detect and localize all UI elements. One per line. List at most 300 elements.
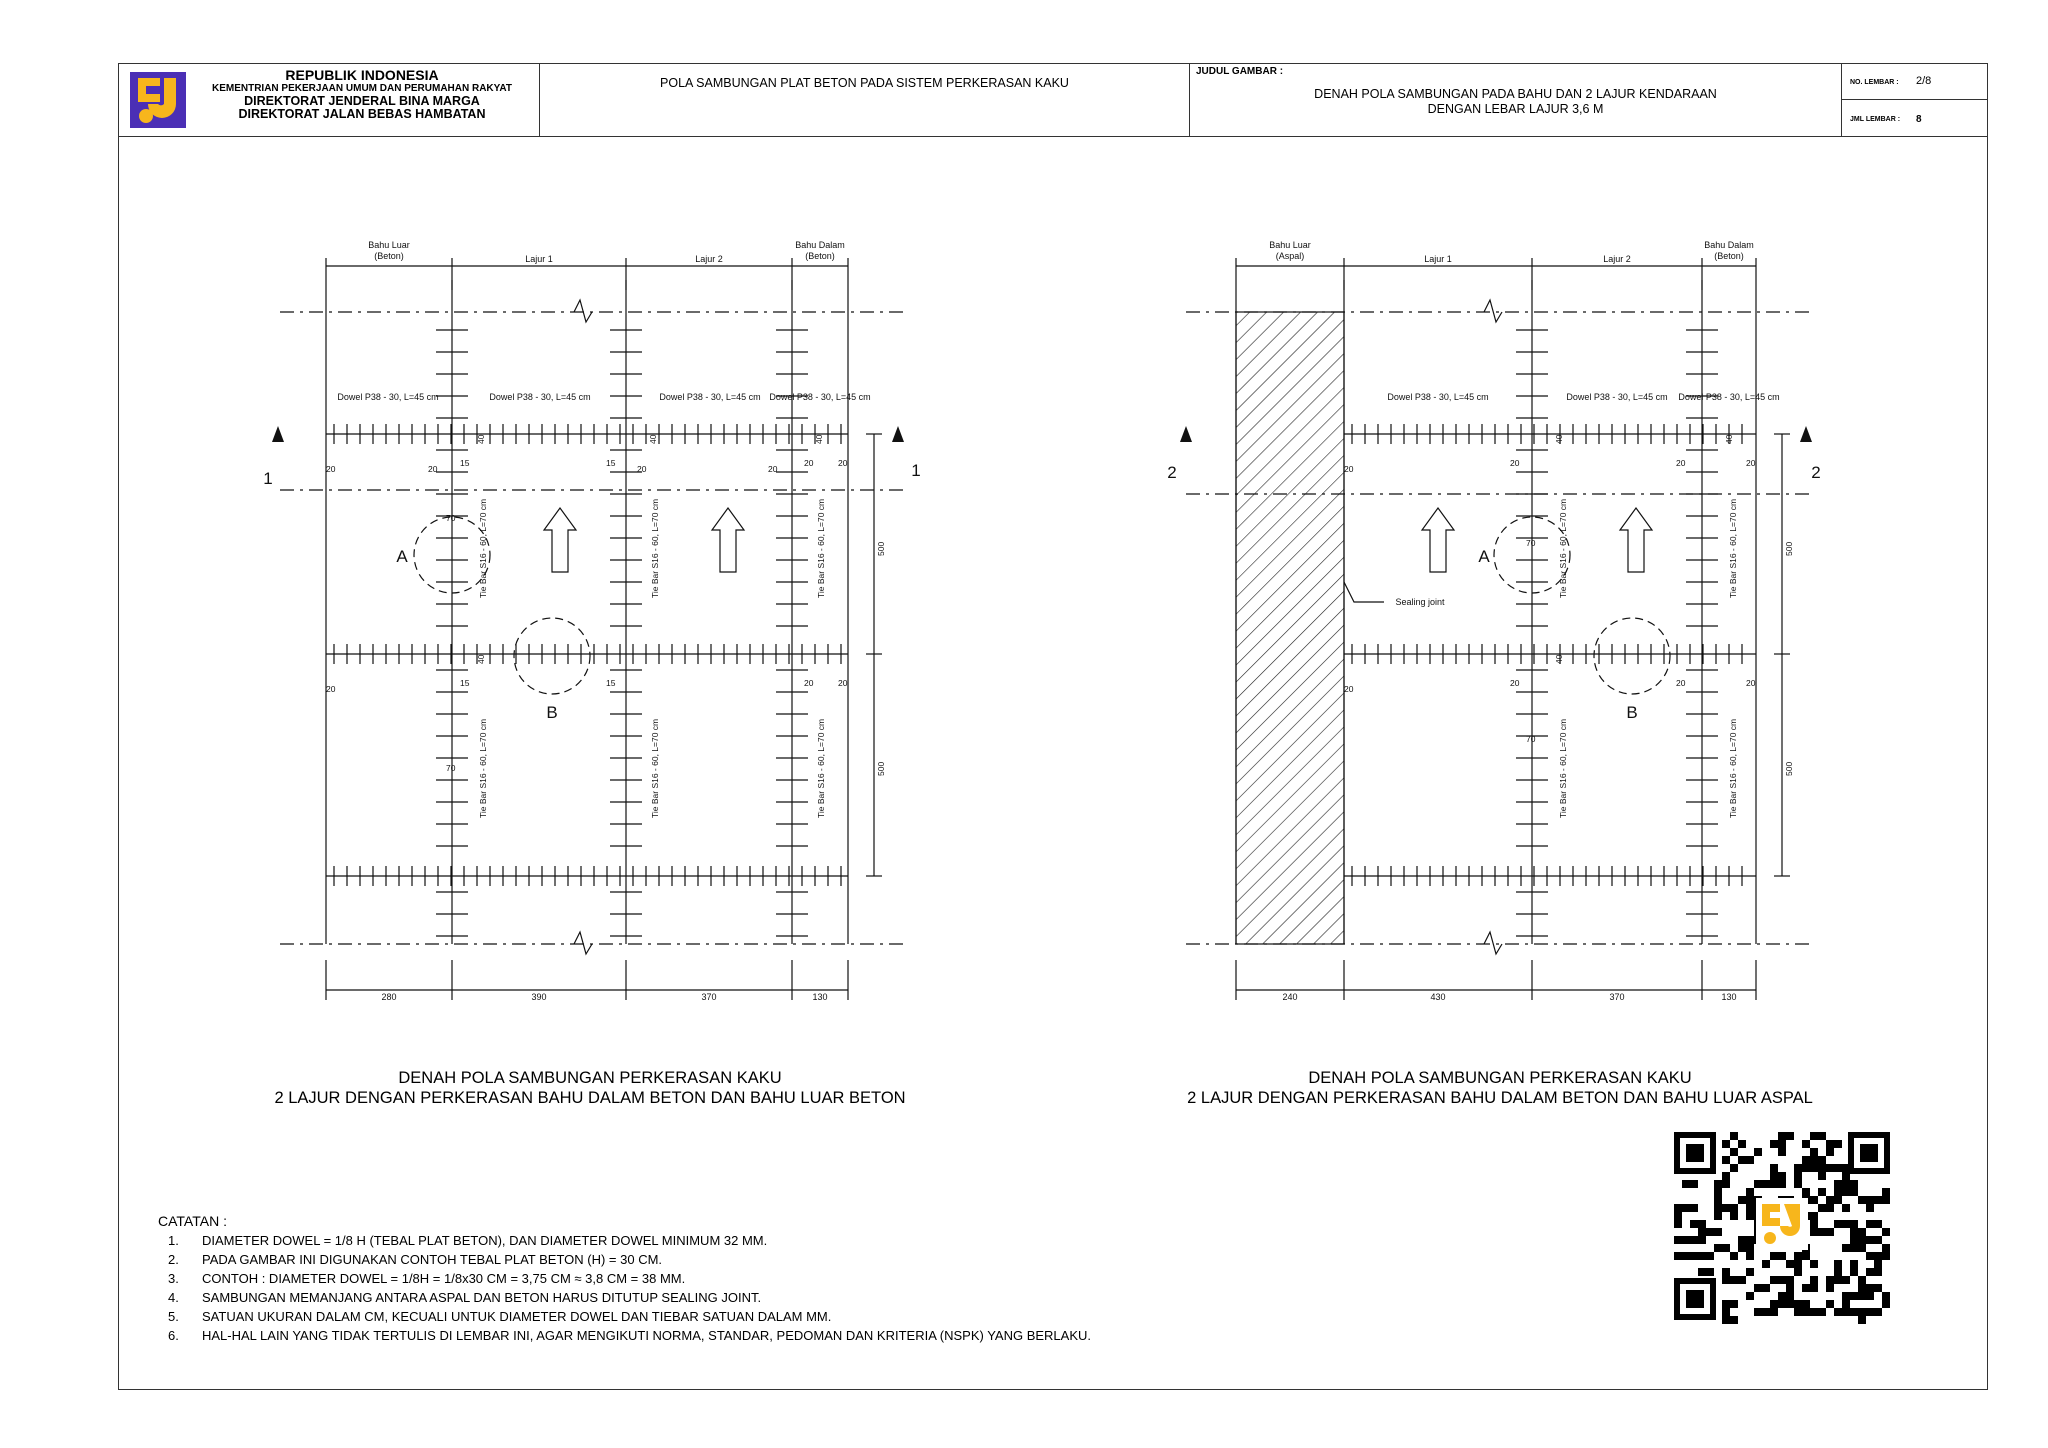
qr-module bbox=[1746, 1204, 1754, 1212]
qr-module bbox=[1786, 1300, 1794, 1308]
qr-module bbox=[1786, 1284, 1794, 1292]
qr-module bbox=[1690, 1180, 1698, 1188]
qr-module bbox=[1770, 1308, 1778, 1316]
qr-module bbox=[1690, 1236, 1698, 1244]
dowel-label: Dowel P38 - 30, L=45 cm bbox=[489, 392, 591, 402]
qr-module bbox=[1794, 1180, 1802, 1188]
qr-module bbox=[1818, 1164, 1826, 1172]
qr-module bbox=[1778, 1172, 1786, 1180]
qr-module bbox=[1698, 1220, 1706, 1228]
qr-module bbox=[1858, 1284, 1866, 1292]
dim-40: 40 bbox=[1554, 654, 1564, 664]
qr-module bbox=[1674, 1168, 1716, 1174]
qr-module bbox=[1698, 1252, 1706, 1260]
qr-module bbox=[1818, 1204, 1826, 1212]
note-item: 3. CONTOH : DIAMETER DOWEL = 1/8H = 1/8x30 CM = 3,75 CM ≈ 3,8 CM = 38 MM. bbox=[168, 1271, 686, 1286]
caption-left-line-2: 2 LAJUR DENGAN PERKERASAN BAHU DALAM BETON DAN BAHU LUAR BETON bbox=[274, 1089, 906, 1107]
qr-module bbox=[1818, 1308, 1826, 1316]
qr-module bbox=[1834, 1196, 1842, 1204]
sealing-joint-label: Sealing joint bbox=[1395, 597, 1445, 607]
org-line-directorate-general: DIREKTORAT JENDERAL BINA MARGA bbox=[244, 94, 480, 108]
dim-20: 20 bbox=[838, 458, 848, 468]
qr-module bbox=[1714, 1212, 1722, 1220]
caption-right-line-1: DENAH POLA SAMBUNGAN PERKERASAN KAKU bbox=[1308, 1069, 1692, 1087]
qr-module bbox=[1866, 1284, 1874, 1292]
dim-15: 15 bbox=[460, 678, 470, 688]
caption-right bbox=[1110, 1068, 1890, 1108]
qr-module bbox=[1746, 1244, 1754, 1252]
qr-module bbox=[1706, 1228, 1714, 1236]
dim-40: 40 bbox=[476, 654, 486, 664]
qr-module bbox=[1810, 1148, 1818, 1156]
qr-module bbox=[1834, 1260, 1842, 1268]
qr-module bbox=[1674, 1252, 1682, 1260]
qr-module bbox=[1810, 1220, 1818, 1228]
width-lajur-1: 430 bbox=[1430, 992, 1446, 1002]
qr-module bbox=[1794, 1268, 1802, 1276]
qr-module bbox=[1738, 1156, 1746, 1164]
qr-module bbox=[1770, 1172, 1778, 1180]
qr-module bbox=[1810, 1164, 1818, 1172]
note-item: 1. DIAMETER DOWEL = 1/8 H (TEBAL PLAT BETON), DAN DIAMETER DOWEL MINIMUM 32 MM. bbox=[168, 1233, 768, 1248]
tie-bar-label: Tie Bar S16 - 60, L=70 cm bbox=[1558, 498, 1568, 598]
qr-module bbox=[1706, 1268, 1714, 1276]
dim-20: 20 bbox=[428, 464, 438, 474]
qr-module bbox=[1850, 1268, 1858, 1276]
qr-module bbox=[1778, 1276, 1786, 1284]
header-bahu-luar: Bahu Luar bbox=[1269, 240, 1311, 250]
judul-label: JUDUL GAMBAR : bbox=[1196, 66, 1284, 77]
qr-module bbox=[1730, 1132, 1738, 1140]
header-lajur-1: Lajur 1 bbox=[1424, 254, 1452, 264]
qr-module bbox=[1834, 1164, 1842, 1172]
qr-module bbox=[1778, 1252, 1786, 1260]
dim-20: 20 bbox=[1344, 684, 1354, 694]
qr-module bbox=[1882, 1244, 1890, 1252]
width-bahu-dalam: 130 bbox=[812, 992, 828, 1002]
qr-module bbox=[1778, 1300, 1786, 1308]
dim-20: 20 bbox=[1510, 678, 1520, 688]
qr-module bbox=[1858, 1244, 1866, 1252]
qr-module bbox=[1738, 1196, 1746, 1204]
dim-20: 20 bbox=[1746, 678, 1756, 688]
notes-title: CATATAN : bbox=[158, 1213, 227, 1229]
qr-module bbox=[1882, 1292, 1890, 1300]
qr-module bbox=[1738, 1244, 1746, 1252]
dowel-label: Dowel P38 - 30, L=45 cm bbox=[1387, 392, 1489, 402]
qr-module bbox=[1850, 1228, 1858, 1236]
qr-module bbox=[1754, 1308, 1762, 1316]
dim-70: 70 bbox=[446, 513, 456, 523]
qr-module bbox=[1850, 1220, 1858, 1228]
qr-module bbox=[1686, 1290, 1704, 1308]
section-arrow-right bbox=[1800, 426, 1812, 442]
dim-20: 20 bbox=[326, 464, 336, 474]
note-item: 5. SATUAN UKURAN DALAM CM, KECUALI UNTUK DIAMETER DOWEL DAN TIEBAR SATUAN DALAM MM. bbox=[168, 1309, 832, 1324]
notes-list bbox=[158, 1231, 1182, 1345]
qr-module bbox=[1842, 1276, 1850, 1284]
qr-module bbox=[1786, 1260, 1794, 1268]
dim-20: 20 bbox=[1746, 458, 1756, 468]
tie-bar-label: Tie Bar S16 - 60, L=70 cm bbox=[816, 718, 826, 818]
qr-module bbox=[1810, 1196, 1818, 1204]
qr-module bbox=[1786, 1132, 1794, 1140]
dim-20: 20 bbox=[1676, 458, 1686, 468]
qr-module bbox=[1794, 1172, 1802, 1180]
qr-module bbox=[1714, 1180, 1722, 1188]
sheet-number-label: NO. LEMBAR : bbox=[1850, 79, 1899, 86]
drawing-title-line-2: DENGAN LEBAR LAJUR 3,6 M bbox=[1427, 102, 1604, 116]
qr-module bbox=[1682, 1204, 1690, 1212]
qr-module bbox=[1710, 1278, 1716, 1320]
dowel-label: Dowel P38 - 30, L=45 cm bbox=[337, 392, 439, 402]
tie-bar-label: Tie Bar S16 - 60, L=70 cm bbox=[816, 498, 826, 598]
qr-module bbox=[1754, 1284, 1762, 1292]
qr-module bbox=[1858, 1228, 1866, 1236]
qr-code-icon bbox=[1672, 1128, 1892, 1324]
qr-module bbox=[1850, 1244, 1858, 1252]
qr-module bbox=[1874, 1260, 1882, 1268]
qr-module bbox=[1866, 1196, 1874, 1204]
qr-module bbox=[1850, 1260, 1858, 1268]
qr-module bbox=[1842, 1180, 1850, 1188]
qr-module bbox=[1714, 1204, 1722, 1212]
qr-module bbox=[1874, 1196, 1882, 1204]
qr-module bbox=[1746, 1212, 1754, 1220]
qr-module bbox=[1770, 1300, 1778, 1308]
tie-bar-label: Tie Bar S16 - 60, L=70 cm bbox=[478, 498, 488, 598]
header-bahu-dalam: Bahu Dalam bbox=[1704, 240, 1754, 250]
qr-module bbox=[1682, 1252, 1690, 1260]
qr-module bbox=[1730, 1316, 1738, 1324]
qr-module bbox=[1722, 1276, 1730, 1284]
qr-module bbox=[1730, 1164, 1738, 1172]
width-bahu-luar: 240 bbox=[1282, 992, 1298, 1002]
qr-module bbox=[1722, 1244, 1730, 1252]
qr-module bbox=[1674, 1220, 1682, 1228]
dim-15: 15 bbox=[606, 678, 616, 688]
qr-module bbox=[1818, 1188, 1826, 1196]
qr-module bbox=[1686, 1144, 1704, 1162]
qr-module bbox=[1674, 1204, 1682, 1212]
width-bahu-dalam: 130 bbox=[1721, 992, 1737, 1002]
header-lajur-2: Lajur 2 bbox=[695, 254, 723, 264]
qr-module bbox=[1858, 1276, 1866, 1284]
qr-module bbox=[1714, 1244, 1722, 1252]
dim-70: 70 bbox=[446, 763, 456, 773]
qr-module bbox=[1746, 1156, 1754, 1164]
qr-module bbox=[1850, 1188, 1858, 1196]
qr-module bbox=[1826, 1196, 1834, 1204]
header-lajur-2: Lajur 2 bbox=[1603, 254, 1631, 264]
qr-module bbox=[1826, 1228, 1834, 1236]
dowel-label: Dowel P38 - 30, L=45 cm bbox=[769, 392, 871, 402]
qr-module bbox=[1842, 1300, 1850, 1308]
qr-module bbox=[1882, 1252, 1890, 1260]
qr-module bbox=[1746, 1196, 1754, 1204]
qr-module bbox=[1714, 1188, 1722, 1196]
org-line-republic: REPUBLIK INDONESIA bbox=[285, 67, 439, 83]
qr-module bbox=[1802, 1284, 1810, 1292]
header-bahu-luar-type: (Beton) bbox=[374, 251, 404, 261]
qr-module bbox=[1810, 1284, 1818, 1292]
qr-module bbox=[1874, 1308, 1882, 1316]
tie-bar-label: Tie Bar S16 - 60, L=70 cm bbox=[1728, 498, 1738, 598]
qr-module bbox=[1866, 1220, 1874, 1228]
qr-module bbox=[1810, 1260, 1818, 1268]
dim-40: 40 bbox=[648, 434, 658, 444]
qr-module bbox=[1762, 1308, 1770, 1316]
qr-module bbox=[1722, 1316, 1730, 1324]
notes bbox=[158, 1212, 1182, 1345]
qr-module bbox=[1722, 1172, 1730, 1180]
asphalt-shoulder bbox=[1236, 312, 1344, 944]
qr-module bbox=[1874, 1284, 1882, 1292]
qr-module bbox=[1842, 1204, 1850, 1212]
section-arrow-left bbox=[272, 426, 284, 442]
qr-module bbox=[1722, 1180, 1730, 1188]
qr-module bbox=[1762, 1260, 1770, 1268]
qr-module bbox=[1842, 1172, 1850, 1180]
qr-module bbox=[1826, 1164, 1834, 1172]
qr-module bbox=[1722, 1268, 1730, 1276]
dim-15: 15 bbox=[606, 458, 616, 468]
qr-module bbox=[1746, 1268, 1754, 1276]
qr-module bbox=[1770, 1140, 1778, 1148]
dim-70: 70 bbox=[1526, 734, 1536, 744]
header-lajur-1: Lajur 1 bbox=[525, 254, 553, 264]
qr-module bbox=[1770, 1252, 1778, 1260]
section-arrow-right bbox=[892, 426, 904, 442]
qr-module bbox=[1834, 1268, 1842, 1276]
section-mark-right: 1 bbox=[911, 461, 921, 480]
qr-module bbox=[1794, 1260, 1802, 1268]
qr-module bbox=[1746, 1292, 1754, 1300]
header-bahu-dalam: Bahu Dalam bbox=[795, 240, 845, 250]
qr-module bbox=[1818, 1132, 1826, 1140]
tie-bar-label: Tie Bar S16 - 60, L=70 cm bbox=[478, 718, 488, 818]
header-bahu-luar-type: (Aspal) bbox=[1275, 251, 1305, 261]
qr-module bbox=[1778, 1292, 1786, 1300]
qr-module bbox=[1674, 1278, 1716, 1284]
qr-module bbox=[1874, 1220, 1882, 1228]
qr-module bbox=[1866, 1252, 1874, 1260]
tie-bar-label: Tie Bar S16 - 60, L=70 cm bbox=[1728, 718, 1738, 818]
qr-module bbox=[1874, 1268, 1882, 1276]
dowel-label: Dowel P38 - 30, L=45 cm bbox=[1678, 392, 1780, 402]
qr-module bbox=[1850, 1292, 1858, 1300]
sheet-total-label: JML LEMBAR : bbox=[1850, 116, 1901, 123]
project-title: POLA SAMBUNGAN PLAT BETON PADA SISTEM PERKERASAN KAKU bbox=[660, 76, 1069, 90]
note-item: 4. SAMBUNGAN MEMANJANG ANTARA ASPAL DAN BETON HARUS DITUTUP SEALING JOINT. bbox=[168, 1290, 762, 1305]
qr-module bbox=[1698, 1228, 1706, 1236]
qr-module bbox=[1674, 1132, 1716, 1138]
qr-module bbox=[1674, 1314, 1716, 1320]
dim-40: 40 bbox=[814, 434, 824, 444]
dim-20: 20 bbox=[768, 464, 778, 474]
dim-20: 20 bbox=[1510, 458, 1520, 468]
sheet-number-value: 2/8 bbox=[1916, 75, 1932, 87]
slab-length-2: 500 bbox=[876, 761, 886, 776]
dim-40: 40 bbox=[1724, 434, 1734, 444]
qr-module bbox=[1802, 1300, 1810, 1308]
qr-module bbox=[1858, 1236, 1866, 1244]
qr-module bbox=[1690, 1204, 1698, 1212]
detail-b-label: B bbox=[1626, 703, 1638, 722]
header-bahu-dalam-type: (Beton) bbox=[1714, 251, 1744, 261]
qr-module bbox=[1842, 1188, 1850, 1196]
dim-20: 20 bbox=[838, 678, 848, 688]
qr-module bbox=[1818, 1172, 1826, 1180]
qr-module bbox=[1698, 1268, 1706, 1276]
qr-module bbox=[1738, 1140, 1746, 1148]
qr-module bbox=[1746, 1188, 1754, 1196]
qr-module bbox=[1826, 1140, 1834, 1148]
qr-module bbox=[1730, 1276, 1738, 1284]
header-bahu-dalam-type: (Beton) bbox=[805, 251, 835, 261]
qr-module bbox=[1834, 1276, 1842, 1284]
detail-b-label: B bbox=[546, 703, 558, 722]
qr-module bbox=[1714, 1228, 1722, 1236]
tie-bar-label: Tie Bar S16 - 60, L=70 cm bbox=[650, 718, 660, 818]
qr-module bbox=[1674, 1278, 1680, 1320]
qr-module bbox=[1866, 1292, 1874, 1300]
qr-module bbox=[1834, 1308, 1842, 1316]
qr-module bbox=[1848, 1132, 1890, 1138]
qr-module bbox=[1842, 1244, 1850, 1252]
dim-20: 20 bbox=[1344, 464, 1354, 474]
qr-module bbox=[1730, 1204, 1738, 1212]
qr-module bbox=[1826, 1284, 1834, 1292]
qr-module bbox=[1826, 1148, 1834, 1156]
qr-module bbox=[1810, 1132, 1818, 1140]
qr-module bbox=[1850, 1308, 1858, 1316]
caption-right-line-2: 2 LAJUR DENGAN PERKERASAN BAHU DALAM BETON DAN BAHU LUAR ASPAL bbox=[1187, 1089, 1813, 1107]
qr-module bbox=[1674, 1132, 1680, 1174]
qr-module bbox=[1858, 1292, 1866, 1300]
qr-module bbox=[1722, 1156, 1730, 1164]
qr-module bbox=[1802, 1156, 1810, 1164]
qr-module bbox=[1794, 1164, 1802, 1172]
qr-module bbox=[1778, 1180, 1786, 1188]
dim-40: 40 bbox=[476, 434, 486, 444]
qr-module bbox=[1770, 1276, 1778, 1284]
dowel-label: Dowel P38 - 30, L=45 cm bbox=[1566, 392, 1668, 402]
qr-module bbox=[1850, 1236, 1858, 1244]
qr-module bbox=[1826, 1204, 1834, 1212]
section-mark-right: 2 bbox=[1811, 463, 1821, 482]
qr-module bbox=[1746, 1252, 1754, 1260]
qr-module bbox=[1866, 1308, 1874, 1316]
qr-module bbox=[1754, 1180, 1762, 1188]
qr-module bbox=[1842, 1220, 1850, 1228]
width-lajur-2: 370 bbox=[701, 992, 717, 1002]
dim-70: 70 bbox=[1526, 538, 1536, 548]
qr-module bbox=[1842, 1308, 1850, 1316]
qr-module bbox=[1834, 1188, 1842, 1196]
header-bahu-luar: Bahu Luar bbox=[368, 240, 410, 250]
qr-module bbox=[1794, 1252, 1802, 1260]
qr-module bbox=[1778, 1132, 1786, 1140]
qr-module bbox=[1786, 1292, 1794, 1300]
qr-module bbox=[1710, 1132, 1716, 1174]
qr-module bbox=[1698, 1236, 1706, 1244]
qr-module bbox=[1770, 1164, 1778, 1172]
section-arrow-left bbox=[1180, 426, 1192, 442]
slab-length-1: 500 bbox=[876, 541, 886, 556]
dim-20: 20 bbox=[1676, 678, 1686, 688]
qr-module bbox=[1786, 1276, 1794, 1284]
qr-module bbox=[1794, 1308, 1802, 1316]
detail-a-label: A bbox=[396, 547, 408, 566]
qr-module bbox=[1866, 1268, 1874, 1276]
note-item: 2. PADA GAMBAR INI DIGUNAKAN CONTOH TEBAL PLAT BETON (H) = 30 CM. bbox=[168, 1252, 663, 1267]
qr-module bbox=[1850, 1180, 1858, 1188]
qr-module bbox=[1842, 1292, 1850, 1300]
qr-module bbox=[1690, 1252, 1698, 1260]
qr-module bbox=[1722, 1300, 1730, 1308]
slab-length-1: 500 bbox=[1784, 541, 1794, 556]
qr-module bbox=[1778, 1140, 1786, 1148]
qr-module bbox=[1802, 1308, 1810, 1316]
qr-module bbox=[1738, 1236, 1746, 1244]
qr-module bbox=[1802, 1140, 1810, 1148]
qr-module bbox=[1834, 1180, 1842, 1188]
caption-left bbox=[200, 1068, 980, 1108]
qr-module bbox=[1794, 1300, 1802, 1308]
qr-module bbox=[1746, 1236, 1754, 1244]
qr-module bbox=[1810, 1308, 1818, 1316]
dim-15: 15 bbox=[460, 458, 470, 468]
dim-20: 20 bbox=[637, 464, 647, 474]
note-item: 6. HAL-HAL LAIN YANG TIDAK TERTULIS DI LEMBAR INI, AGAR MENGIKUTI NORMA, STANDAR, PEDOMAN DAN KRITERIA (NSPK) YANG BERLAKU. bbox=[168, 1328, 1092, 1343]
width-bahu-luar: 280 bbox=[381, 992, 397, 1002]
qr-module bbox=[1802, 1164, 1810, 1172]
qr-module bbox=[1714, 1196, 1722, 1204]
qr-module bbox=[1802, 1252, 1810, 1260]
qr-module bbox=[1810, 1156, 1818, 1164]
qr-module bbox=[1834, 1220, 1842, 1228]
tie-bar-label: Tie Bar S16 - 60, L=70 cm bbox=[650, 498, 660, 598]
qr-module bbox=[1762, 1180, 1770, 1188]
qr-module bbox=[1722, 1140, 1730, 1148]
plan-left bbox=[263, 240, 920, 1002]
qr-module bbox=[1722, 1204, 1730, 1212]
org-line-directorate: DIREKTORAT JALAN BEBAS HAMBATAN bbox=[238, 107, 486, 121]
caption-left-line-1: DENAH POLA SAMBUNGAN PERKERASAN KAKU bbox=[398, 1069, 782, 1087]
section-mark-left: 2 bbox=[1167, 463, 1177, 482]
dowel-label: Dowel P38 - 30, L=45 cm bbox=[659, 392, 761, 402]
dim-20: 20 bbox=[804, 458, 814, 468]
plan-right bbox=[1167, 240, 1820, 1002]
org-line-ministry: KEMENTRIAN PEKERJAAN UMUM DAN PERUMAHAN RAKYAT bbox=[211, 83, 512, 94]
qr-module bbox=[1818, 1156, 1826, 1164]
qr-module bbox=[1722, 1308, 1730, 1316]
qr-module bbox=[1884, 1132, 1890, 1174]
qr-module bbox=[1730, 1252, 1738, 1260]
qr-module bbox=[1810, 1228, 1818, 1236]
drawing-title-line-1: DENAH POLA SAMBUNGAN PADA BAHU DAN 2 LAJUR KENDARAAN bbox=[1314, 87, 1717, 101]
qr-module bbox=[1802, 1188, 1810, 1196]
dim-20: 20 bbox=[804, 678, 814, 688]
qr-module bbox=[1842, 1164, 1850, 1172]
qr-module bbox=[1866, 1236, 1874, 1244]
qr-module bbox=[1738, 1276, 1746, 1284]
qr-module bbox=[1810, 1276, 1818, 1284]
qr-module bbox=[1810, 1212, 1818, 1220]
qr-module bbox=[1860, 1144, 1878, 1162]
qr-module bbox=[1858, 1316, 1866, 1324]
